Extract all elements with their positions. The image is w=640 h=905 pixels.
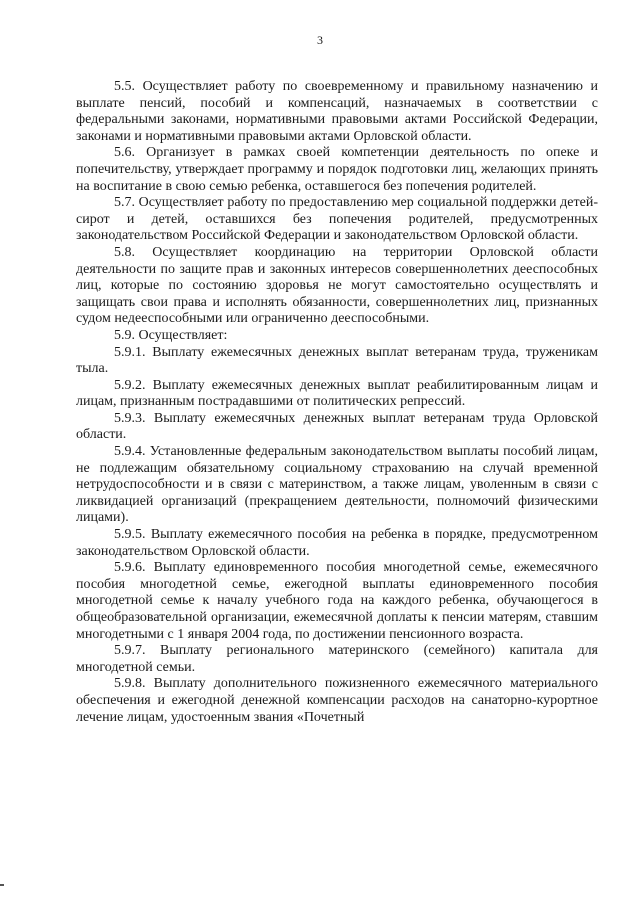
paragraph-5-9-3: 5.9.3. Выплату ежемесячных денежных выплат ветеранам труда Орловской области.	[76, 410, 598, 443]
paragraph-5-6: 5.6. Организует в рамках своей компетенции деятельность по опеке и попечительству, утверждает программу и порядок подготовки лиц, желающих принять на воспитание в свою семью ребенка, оставшегося без попечения родителей.	[76, 145, 598, 194]
page-number: 3	[317, 33, 323, 47]
paragraph-5-9-5: 5.9.5. Выплату ежемесячного пособия на ребенка в порядке, предусмотренном законодательством Орловской области.	[76, 527, 598, 559]
paragraph-5-5: 5.5. Осуществляет работу по своевременному и правильному назначению и выплате пенсий, пособий и компенсаций, назначаемых в соответствии с федеральными законами, нормативными правовыми актами Российской Федерации, законами и нормативными правовыми актами Орловской области.	[76, 79, 598, 144]
paragraph-5-8: 5.8. Осуществляет координацию на территории Орловской области деятельности по защите прав и законных интересов совершеннолетних дееспособных лиц, которые по состоянию здоровья не могут самостоятельно осуществлять и защищать свои права и исполнять обязанности, совершеннолетних лиц, признанных судом недееспособными или ограниченно дееспособными.	[76, 244, 598, 327]
paragraph-5-7: 5.7. Осуществляет работу по предоставлению мер социальной поддержки детей-сирот и детей, оставшихся без попечения родителей, предусмотренных законодательством Российской Федерации и законодательством Орловской области.	[76, 195, 598, 244]
paragraph-5-9-4: 5.9.4. Установленные федеральным законодательством выплаты пособий лицам, не подлежащим обязательному социальному страхованию на случай временной нетрудоспособности и в связи с материнством, а также лицам, уволенным в связи с ликвидацией организаций (прекращением деятельности, полномочий физическими лицами).	[76, 444, 598, 526]
document-body	[76, 79, 598, 726]
paragraph-5-9-7: 5.9.7. Выплату регионального материнского (семейного) капитала для многодетной семьи.	[76, 643, 598, 675]
paragraph-5-9-8: 5.9.8. Выплату дополнительного пожизненного ежемесячного материального обеспечения и ежегодной денежной компенсации расходов на санаторно-курортное лечение лицам, удостоенным звания «Почетный	[76, 676, 598, 725]
paragraph-5-9-6: 5.9.6. Выплату единовременного пособия многодетной семье, ежемесячного пособия многодетной семье, ежегодной выплаты единовременного пособия многодетной семье к началу учебного года на каждого ребенка, обучающегося в общеобразовательной организации, ежемесячной доплаты к пенсии матерям, ставшим многодетными с 1 января 2004 года, по достижении пенсионного возраста.	[76, 560, 598, 642]
paragraph-5-9-1: 5.9.1. Выплату ежемесячных денежных выплат ветеранам труда, труженикам тыла.	[76, 344, 598, 377]
paragraph-5-9-2: 5.9.2. Выплату ежемесячных денежных выплат реабилитированным лицам и лицам, признанным пострадавшими от политических репрессий.	[76, 377, 598, 410]
paragraph-5-9: 5.9. Осуществляет:	[114, 327, 228, 343]
scan-edge-mark	[0, 884, 4, 886]
